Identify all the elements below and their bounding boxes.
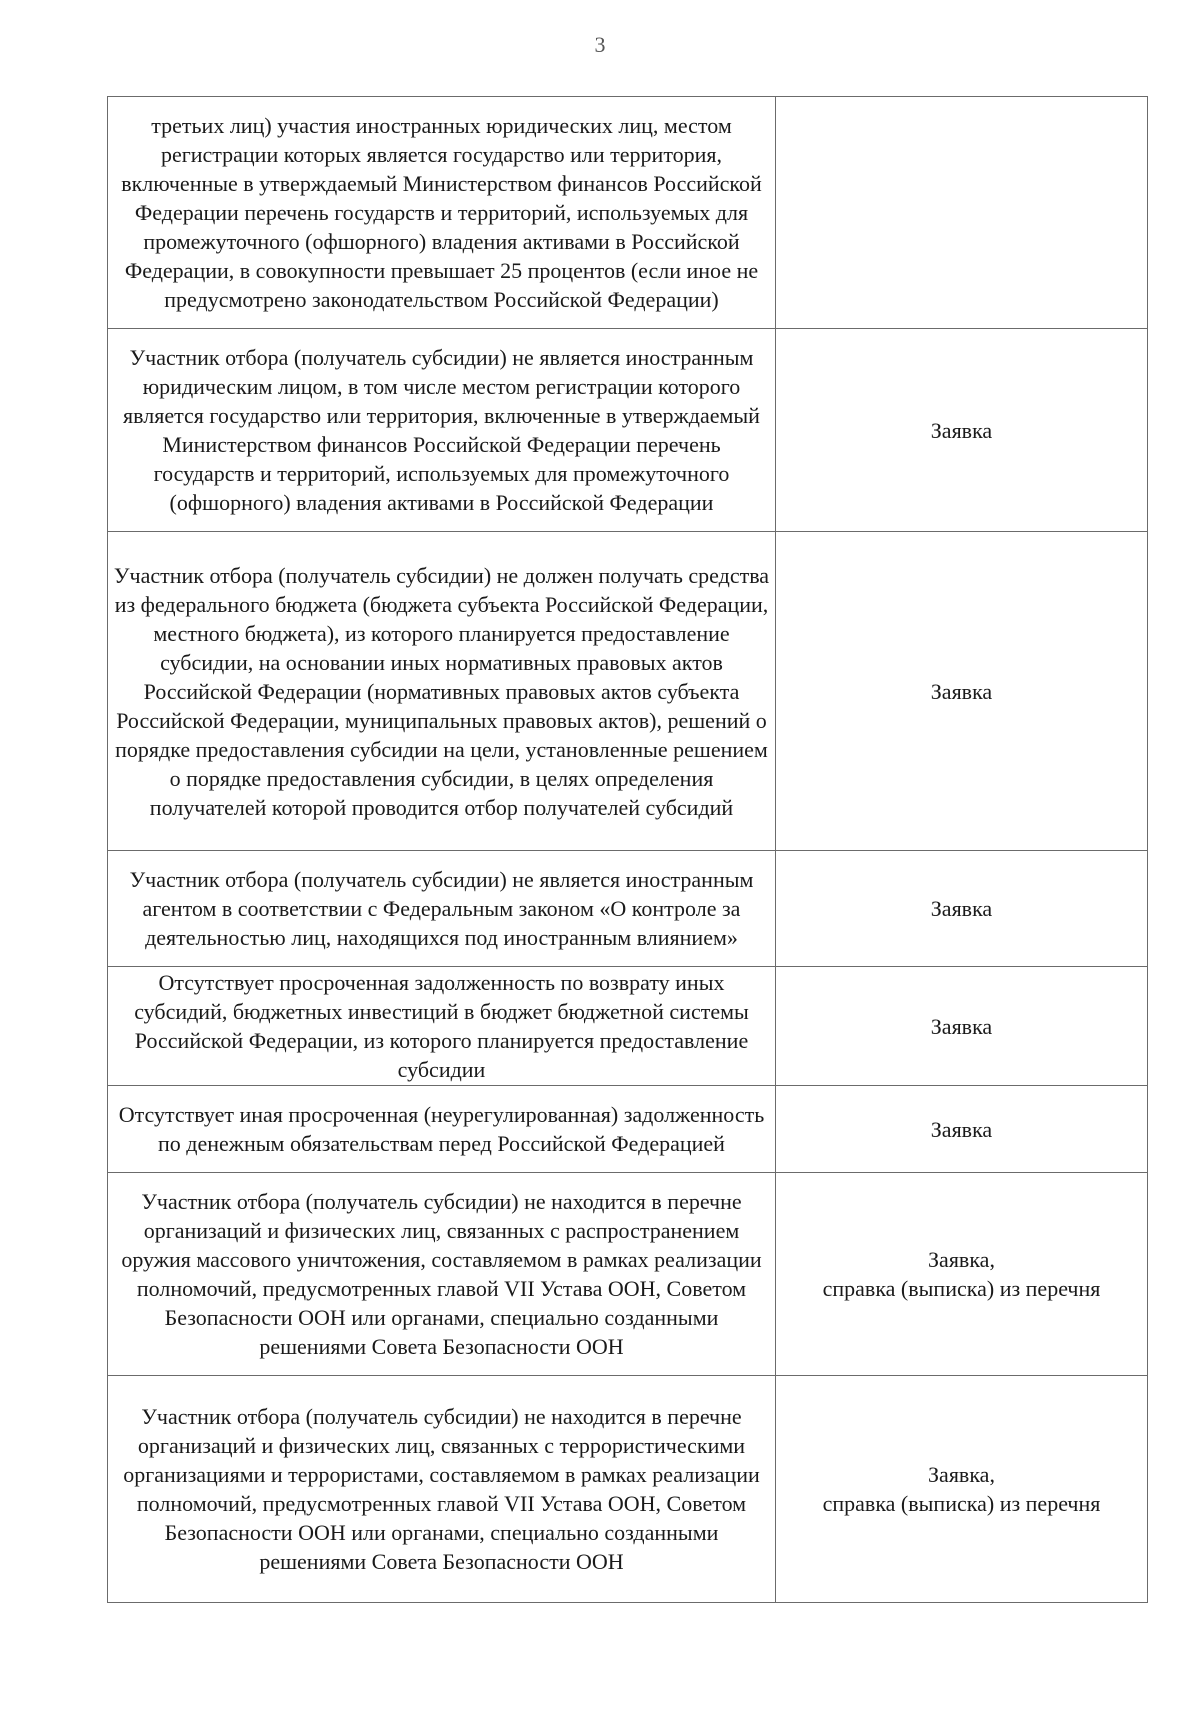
document-cell: Заявка bbox=[776, 851, 1148, 967]
requirement-cell: третьих лиц) участия иностранных юридических лиц, местом регистрации которых является государство или территория, включенные в утверждаемый Министерством финансов Российской Федерации перечень государств и территорий, используемых для промежуточного (офшорного) владения активами в Российской Федерации, в совокупности превышает 25 процентов (если иное не предусмотрено законодательством Российской Федерации) bbox=[108, 97, 776, 329]
document-cell: Заявка bbox=[776, 967, 1148, 1086]
table-row bbox=[108, 967, 1148, 1086]
document-cell bbox=[776, 97, 1148, 329]
table-row bbox=[108, 532, 1148, 851]
requirement-cell: Отсутствует иная просроченная (неурегулированная) задолженность по денежным обязательствам перед Российской Федерацией bbox=[108, 1086, 776, 1173]
requirement-cell: Участник отбора (получатель субсидии) не находится в перечне организаций и физических лиц, связанных с распространением оружия массового уничтожения, составляемом в рамках реализации полномочий, предусмотренных главой VII Устава ООН, Советом Безопасности ООН или органами, специально созданными решениями Совета Безопасности ООН bbox=[108, 1173, 776, 1376]
document-cell: Заявка bbox=[776, 329, 1148, 532]
requirement-cell: Отсутствует просроченная задолженность по возврату иных субсидий, бюджетных инвестиций в бюджет бюджетной системы Российской Федерации, из которого планируется предоставление субсидии bbox=[108, 967, 776, 1086]
table-row bbox=[108, 851, 1148, 967]
document-cell: Заявка, справка (выписка) из перечня bbox=[776, 1173, 1148, 1376]
table-row bbox=[108, 1376, 1148, 1603]
requirement-cell: Участник отбора (получатель субсидии) не должен получать средства из федерального бюджета (бюджета субъекта Российской Федерации, местного бюджета), из которого планируется предоставление субсидии, на основании иных нормативных правовых актов Российской Федерации (нормативных правовых актов субъекта Российской Федерации, муниципальных правовых актов), решений о порядке предоставления субсидии на цели, установленные решением о порядке предоставления субсидии, в целях определения получателей которой проводится отбор получателей субсидий bbox=[108, 532, 776, 851]
requirement-cell: Участник отбора (получатель субсидии) не находится в перечне организаций и физических лиц, связанных с террористическими организациями и террористами, составляемом в рамках реализации полномочий, предусмотренных главой VII Устава ООН, Советом Безопасности ООН или органами, специально созданными решениями Совета Безопасности ООН bbox=[108, 1376, 776, 1603]
table-row bbox=[108, 1086, 1148, 1173]
table-row bbox=[108, 97, 1148, 329]
document-cell: Заявка bbox=[776, 1086, 1148, 1173]
document-cell: Заявка bbox=[776, 532, 1148, 851]
table-row bbox=[108, 329, 1148, 532]
requirement-cell: Участник отбора (получатель субсидии) не является иностранным юридическим лицом, в том числе местом регистрации которого является государство или территория, включенные в утверждаемый Министерством финансов Российской Федерации перечень государств и территорий, используемых для промежуточного (офшорного) владения активами в Российской Федерации bbox=[108, 329, 776, 532]
document-cell: Заявка, справка (выписка) из перечня bbox=[776, 1376, 1148, 1603]
table-row bbox=[108, 1173, 1148, 1376]
requirement-cell: Участник отбора (получатель субсидии) не является иностранным агентом в соответствии с Федеральным законом «О контроле за деятельностью лиц, находящихся под иностранным влиянием» bbox=[108, 851, 776, 967]
requirements-table bbox=[107, 96, 1148, 1603]
page-number: 3 bbox=[594, 32, 606, 57]
